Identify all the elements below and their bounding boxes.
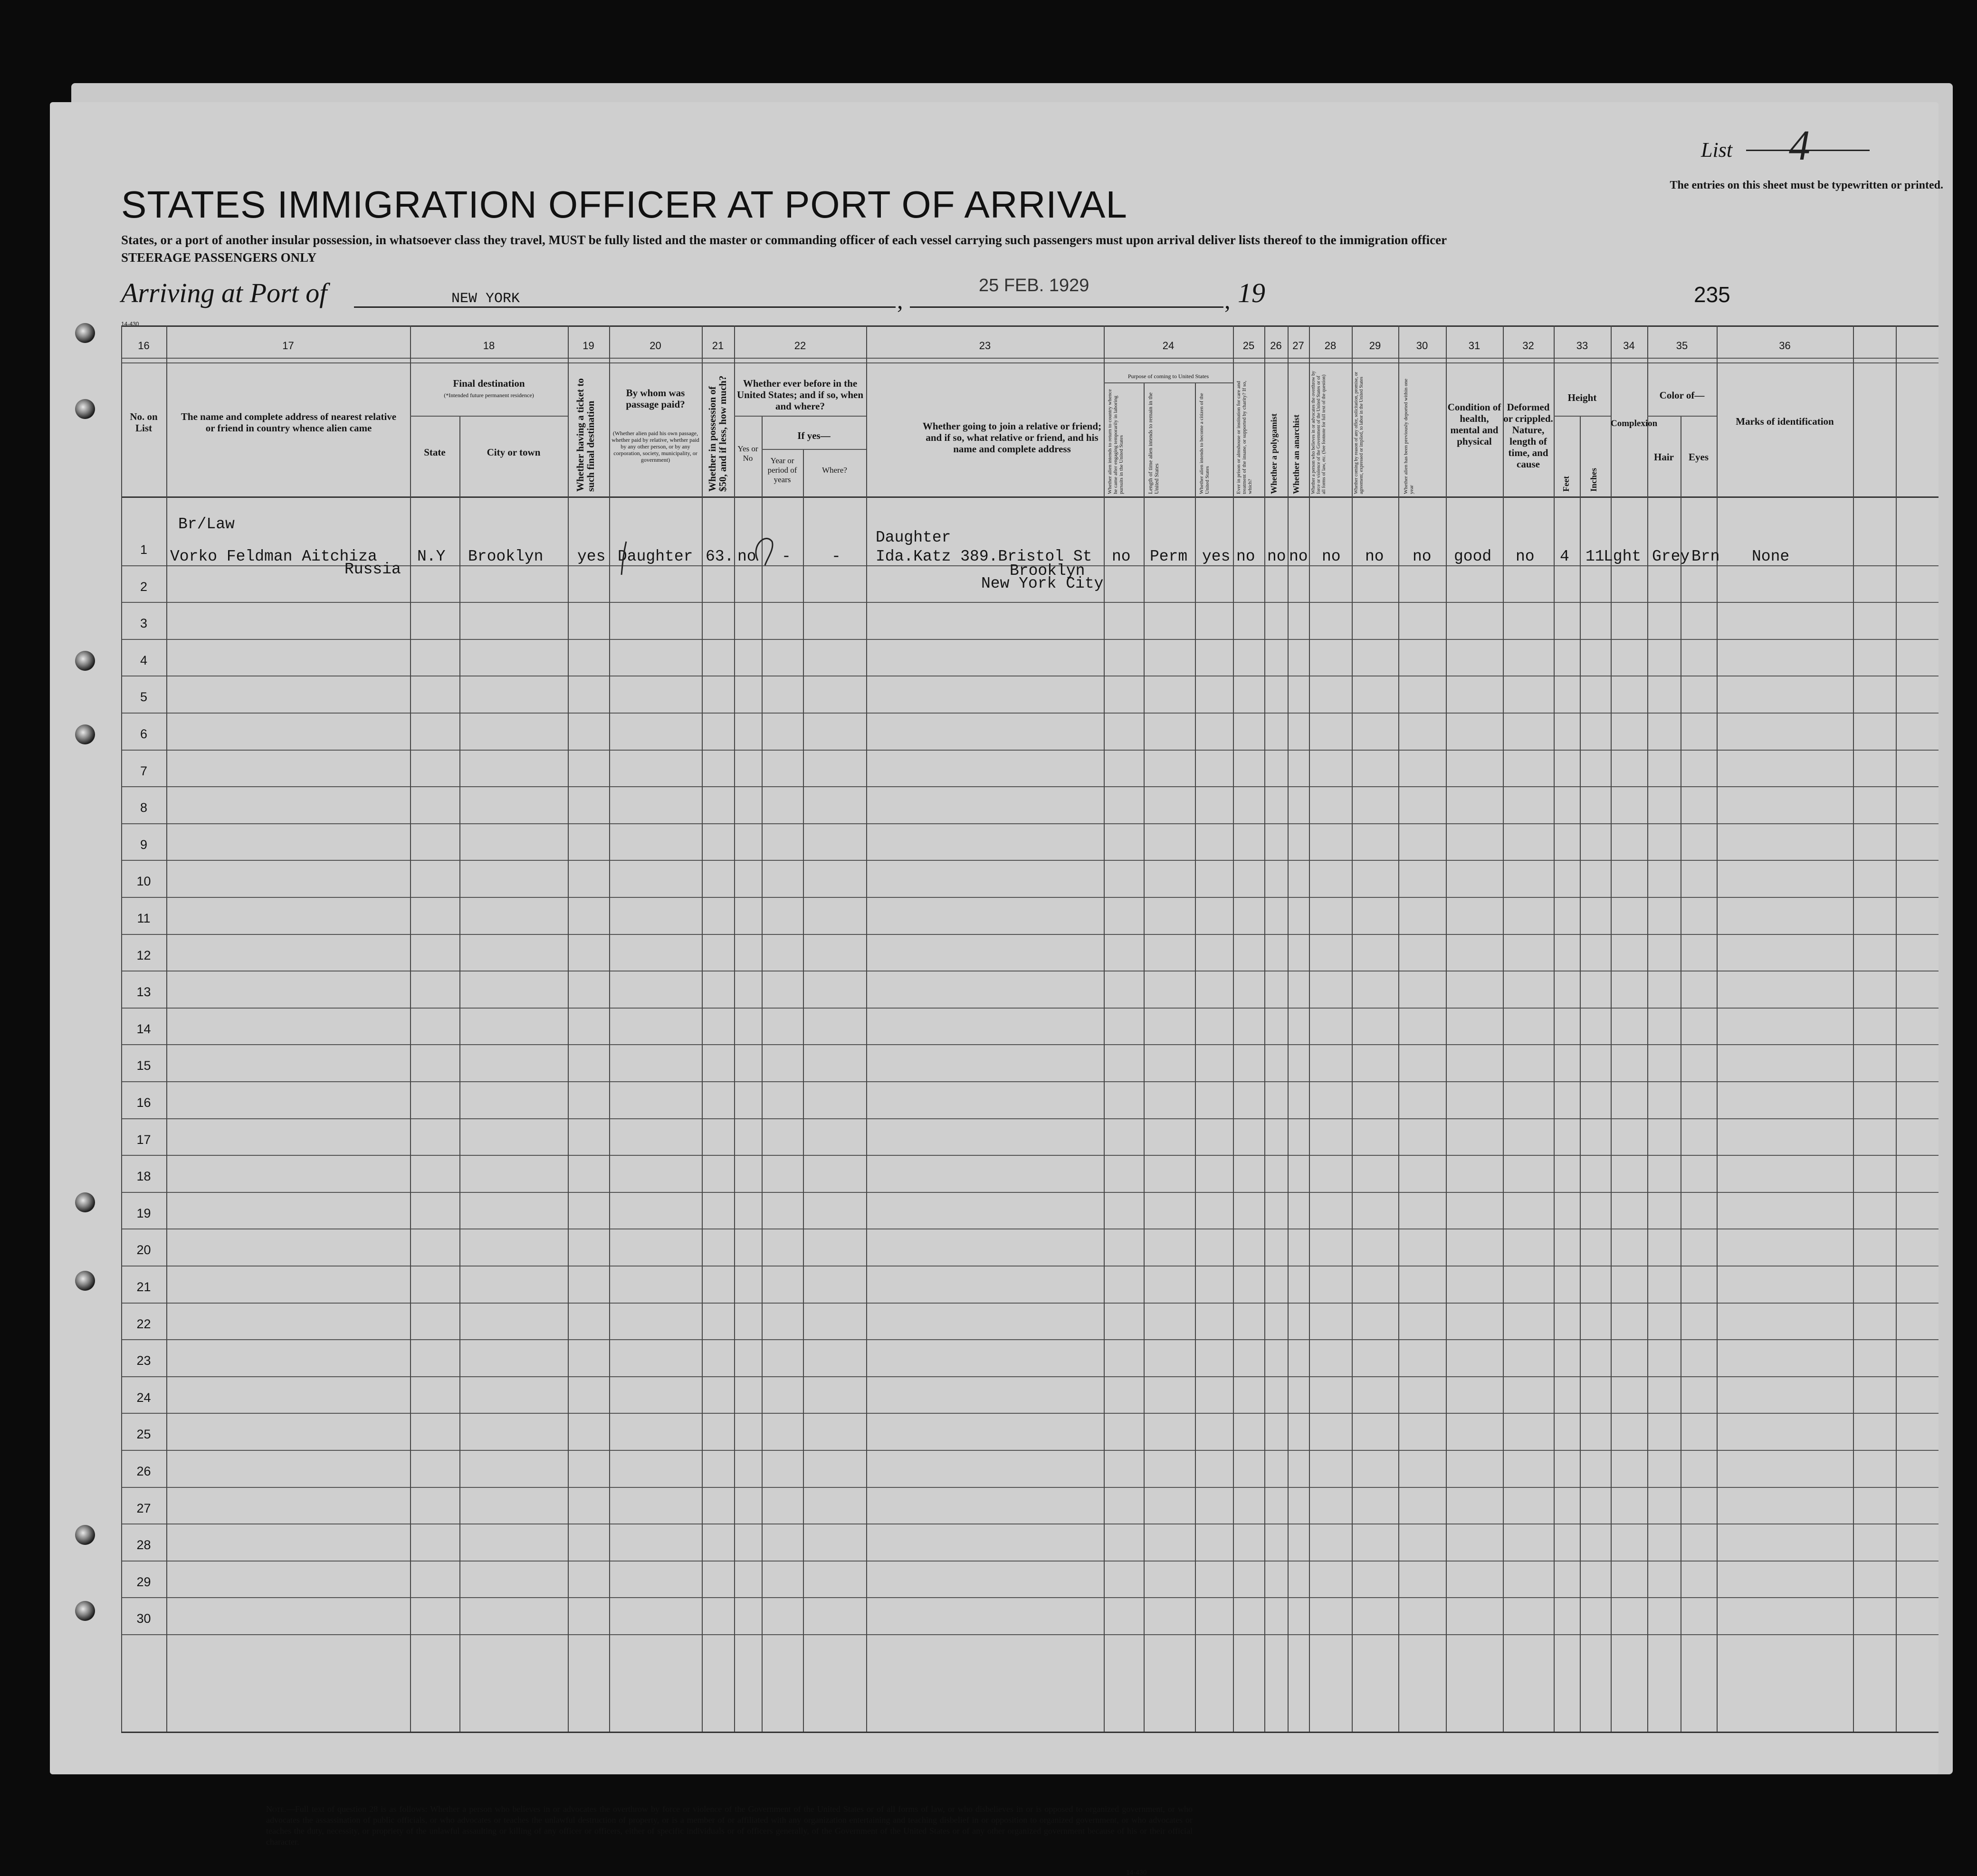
col-number: 29 — [1369, 340, 1381, 352]
number-row-rule — [121, 358, 1939, 359]
header-where: Where? — [822, 466, 847, 475]
entry-relation-note: Br/Law — [178, 515, 235, 533]
col-line — [1233, 325, 1234, 1732]
col-line — [609, 325, 610, 1732]
entry-join-relation: Daughter — [876, 529, 951, 546]
row-number: 4 — [140, 653, 148, 667]
row-number: 28 — [136, 1538, 151, 1552]
col-number: 22 — [794, 340, 806, 352]
header-height: Height — [1567, 392, 1597, 403]
row-rule — [121, 1044, 1939, 1045]
row-number: 12 — [136, 948, 151, 962]
row-rule — [121, 823, 1939, 824]
table-bottom-rule — [121, 1732, 1939, 1733]
entry-ever-in-us: no — [737, 548, 756, 565]
row-rule — [121, 1081, 1939, 1082]
row-number: 15 — [136, 1058, 151, 1073]
row-rule — [121, 1487, 1939, 1488]
subhead-rule — [410, 416, 568, 417]
entry-city: Brooklyn — [468, 548, 544, 565]
header-deported: Whether alien has been previously deported within one year — [1403, 379, 1414, 494]
footnote-code: 14-430 — [1126, 1868, 1147, 1876]
page-number: 235 — [1694, 282, 1730, 307]
row-number: 25 — [136, 1427, 151, 1442]
col-line — [1144, 382, 1145, 1732]
row-number: 21 — [136, 1280, 151, 1294]
row-rule — [121, 1450, 1939, 1451]
list-label: List — [1701, 138, 1733, 162]
subhead-rule — [734, 416, 866, 417]
table-top-rule — [121, 325, 1939, 327]
row-number: 1 — [140, 543, 148, 557]
header-final-destination: Final destination — [453, 378, 525, 389]
row-number: 6 — [140, 727, 148, 741]
instructions-text: States, or a port of another insular possession, in whatsoever class they travel, MUST be fully listed and the master or commanding officer of each vessel carrying such passengers must upon arrival deliver lists thereof to the immigration officer — [121, 233, 1447, 247]
header-yes-no: Yes or No — [737, 444, 758, 463]
entry-year: - — [782, 548, 791, 565]
col-number: 34 — [1623, 340, 1635, 352]
binder-hole — [75, 323, 95, 343]
col-line — [803, 449, 804, 1732]
header-citizen-intent: Whether alien intends to become a citizen of the United States — [1199, 393, 1210, 494]
col-line — [1104, 325, 1105, 1732]
col-line — [1264, 325, 1265, 1732]
header-feet: Feet — [1561, 476, 1571, 492]
header-return-intent: Whether alien intends to return to country whence he came after engaging temporarily in laboring pursuits in the United States — [1107, 389, 1124, 494]
entry-q29: no — [1365, 548, 1384, 565]
entry-passage-paid: Daughter — [618, 548, 693, 565]
col-line — [734, 325, 735, 1732]
subhead-rule — [1554, 416, 1611, 417]
header-polygamist: Whether a polygamist — [1269, 413, 1279, 494]
entry-state: N.Y — [417, 548, 446, 565]
row-rule — [121, 602, 1939, 603]
row-rule — [121, 934, 1939, 935]
manifest-sheet — [50, 102, 1943, 1876]
col-line — [762, 416, 763, 1732]
col-line — [1352, 325, 1353, 1732]
row-number: 29 — [136, 1574, 151, 1589]
row-rule — [121, 1118, 1939, 1119]
row-rule — [121, 1228, 1939, 1229]
col-line — [1288, 325, 1289, 1732]
row-rule — [121, 1597, 1939, 1598]
header-purpose: Purpose of coming to United States — [1127, 373, 1209, 380]
row-rule — [121, 1634, 1939, 1635]
entry-inches: 11 — [1585, 548, 1605, 565]
entry-join-city: Brooklyn — [1010, 562, 1085, 580]
row-rule — [121, 1376, 1939, 1377]
col-number: 24 — [1162, 340, 1175, 352]
col-number: 32 — [1522, 340, 1534, 352]
col-line — [410, 325, 411, 1732]
entry-citizen-intent: yes — [1202, 548, 1231, 565]
header-prison: Ever in prison or almshouse or institution for care and treatment of the insane, or supported by charity? If so, which? — [1236, 381, 1253, 494]
col-line — [1309, 325, 1310, 1732]
footnote — [266, 1804, 1193, 1847]
col-line — [1195, 382, 1196, 1732]
entry-feet: 4 — [1560, 548, 1569, 565]
header-final-destination-note: (*Intended future permanent residence) — [444, 392, 534, 399]
col-number: 20 — [649, 340, 661, 352]
col-number: 28 — [1324, 340, 1337, 352]
row-rule — [121, 897, 1939, 898]
list-number: 4 — [1789, 122, 1810, 169]
entry-return-intent: no — [1112, 548, 1131, 565]
col-line — [459, 416, 460, 1732]
col-number: 19 — [583, 340, 594, 352]
row-rule — [121, 1339, 1939, 1340]
entry-length-of-stay: Perm — [1150, 548, 1188, 565]
form-code: 14-430 — [121, 321, 139, 327]
col-number: 36 — [1779, 340, 1791, 352]
row-number: 22 — [136, 1316, 151, 1331]
col-line — [1554, 325, 1555, 1732]
row-number: 16 — [136, 1095, 151, 1110]
row-number: 14 — [136, 1021, 151, 1036]
col-line — [1853, 325, 1854, 1732]
col-number: 26 — [1270, 340, 1282, 352]
row-number: 26 — [136, 1464, 151, 1478]
subhead-rule — [1647, 416, 1717, 417]
entry-ticket: yes — [577, 548, 606, 565]
page-title: STATES IMMIGRATION OFFICER AT PORT OF ARRIVAL — [121, 183, 1127, 226]
subhead-rule — [1104, 382, 1233, 383]
col-number: 17 — [282, 340, 294, 352]
row-rule — [121, 860, 1939, 861]
entry-polygamist: no — [1267, 548, 1286, 565]
row-number: 30 — [136, 1611, 151, 1626]
header-passage-note: (Whether alien paid his own passage, whether paid by relative, whether paid by any other person, or by any corporation, society, municipality, or government) — [611, 430, 699, 463]
col-line — [1647, 325, 1648, 1732]
entry-prison: no — [1236, 548, 1255, 565]
col-line — [1896, 325, 1897, 1732]
col-line — [166, 325, 167, 1732]
header-ever-before: Whether ever before in the United States; and if so, when and where? — [736, 378, 864, 412]
binder-hole — [75, 1192, 95, 1212]
date-line — [910, 306, 1223, 308]
binder-hole — [75, 724, 95, 744]
entry-complexion: Lght — [1604, 548, 1642, 565]
header-complexion: Complexion — [1611, 419, 1658, 429]
row-number: 17 — [136, 1132, 151, 1147]
row-number: 13 — [136, 985, 151, 1000]
date-stamp: 25 FEB. 1929 — [979, 276, 1089, 295]
entry-anarchist: no — [1289, 548, 1308, 565]
row-rule — [121, 1413, 1939, 1414]
entry-relative-name: Vorko Feldman Aitchiza — [170, 548, 377, 565]
row-number: 2 — [140, 579, 148, 594]
row-rule — [121, 713, 1939, 714]
col-line — [1611, 325, 1612, 1732]
col-line — [568, 325, 569, 1732]
col-number: 31 — [1468, 340, 1480, 352]
row-number: 7 — [140, 763, 148, 778]
row-number: 3 — [140, 616, 148, 631]
money-circle-mark — [753, 532, 777, 570]
header-city: City or town — [487, 447, 541, 458]
header-passage-paid: By whom was passage paid? — [626, 387, 685, 410]
col-number: 18 — [483, 340, 495, 352]
passenger-class: STEERAGE PASSENGERS ONLY — [121, 250, 317, 265]
header-q29: Whether coming by reason of any offer, solicitation, promise, or agreement, expressed or implied, to labor in the United States — [1354, 371, 1364, 494]
entries-note: The entries on this sheet must be typewritten or printed. — [1670, 179, 1943, 191]
header-health: Condition of health, mental and physical — [1447, 401, 1501, 447]
row-rule — [121, 639, 1939, 640]
col-number: 27 — [1292, 340, 1304, 352]
row-number: 27 — [136, 1501, 151, 1515]
header-nearest-relative: The name and complete address of nearest relative or friend in country whence alien came — [181, 411, 397, 434]
comma-2: , — [1224, 287, 1231, 314]
row-number: 23 — [136, 1353, 151, 1368]
check-mark-19 — [618, 539, 632, 577]
header-money: Whether in possession of $50, and if less, how much? — [707, 375, 728, 492]
entry-join-address: Ida.Katz 389.Bristol St — [876, 548, 1092, 565]
col-line — [1580, 416, 1581, 1732]
col-number: 33 — [1576, 340, 1588, 352]
col-number: 21 — [712, 340, 724, 352]
comma-1: , — [897, 287, 903, 314]
row-rule — [121, 1008, 1939, 1009]
col-number: 35 — [1676, 340, 1688, 352]
subhead-rule — [762, 449, 866, 450]
entry-marks: None — [1752, 548, 1790, 565]
header-state: State — [424, 447, 446, 458]
binder-hole — [75, 1525, 95, 1545]
col-line — [1398, 325, 1399, 1732]
entry-money: 63. — [706, 548, 734, 565]
header-length-of-stay: Length of time alien intends to remain in the United States — [1147, 392, 1160, 494]
row-number: 5 — [140, 690, 148, 705]
header-marks: Marks of identification — [1736, 416, 1834, 427]
header-color-of: Color of— — [1659, 390, 1705, 401]
row-rule — [121, 750, 1939, 751]
row-rule — [121, 1266, 1939, 1267]
header-anarchist: Whether an anarchist — [1291, 414, 1301, 494]
year-prefix: 19 — [1238, 277, 1265, 308]
row-rule — [121, 1561, 1939, 1562]
row-rule — [121, 1192, 1939, 1193]
header-eyes: Eyes — [1689, 451, 1709, 463]
col-number: 16 — [138, 340, 150, 352]
row-number: 11 — [137, 911, 151, 925]
header-deformed: Deformed or crippled. Nature, length of time, and cause — [1503, 401, 1553, 470]
header-no-on-list: No. on List — [130, 411, 158, 434]
header-inches: Inches — [1589, 467, 1598, 492]
header-q28: Whether a person who believes in or advocates the overthrow by force or violence of the Government of the United States or of all forms of law, etc. (See footnote for full text of the question) — [1311, 371, 1327, 494]
entry-q28: no — [1322, 548, 1341, 565]
col-line — [1503, 325, 1504, 1732]
col-number: 25 — [1242, 340, 1255, 352]
number-row-rule-2 — [121, 362, 1939, 363]
row-number: 19 — [136, 1206, 151, 1220]
header-bottom-rule — [121, 496, 1939, 498]
footnote-text: —Full text of question 28 is as follows: Whether a person who believes in or advocates the overthrow by force or violence of the Government of the United States or of all forms of law, or who disbelieves in or is opposed to organized government, or who advocates the assassination of public officials, or who advocates or teaches the unlawful destruction of property, or is a member of or affiliated with any organization entertaining and teaching disbelief in or opposition to organized government, or who advocates or teaches the duty, necessity, or propriety of the unlawful assaulting or killing of any officer or officers, either of specific individuals or of officers generally, of the Government of the United States or of any other organized government because of his or their official character. — [266, 1804, 1193, 1847]
header-join-relative: Whether going to join a relative or friend; and if so, what relative or friend, and his name and complete address — [922, 420, 1102, 455]
col-line — [866, 325, 867, 1732]
row-number: 20 — [136, 1243, 151, 1257]
binder-hole — [75, 1601, 95, 1621]
col-number: 30 — [1416, 340, 1428, 352]
entry-deported: no — [1413, 548, 1432, 565]
row-rule — [121, 1303, 1939, 1304]
entry-relative-country: Russia — [344, 561, 401, 578]
col-line — [702, 325, 703, 1732]
entry-eyes: Brn — [1691, 548, 1720, 565]
entry-where: - — [831, 548, 841, 565]
footnote-label: Note. — [266, 1804, 287, 1814]
entry-health: good — [1454, 548, 1492, 565]
row-number: 9 — [140, 837, 148, 852]
header-ticket: Whether having a ticket to such final destination — [574, 378, 596, 492]
binder-hole — [75, 399, 95, 419]
row-number: 24 — [136, 1390, 151, 1405]
arriving-label: Arriving at Port of — [121, 277, 327, 308]
binder-hole — [75, 1271, 95, 1291]
col-number: 23 — [979, 340, 991, 352]
binder-hole — [75, 651, 95, 671]
row-rule — [121, 1155, 1939, 1156]
port-value: NEW YORK — [451, 291, 520, 307]
row-number: 18 — [136, 1169, 151, 1184]
header-hair: Hair — [1654, 451, 1674, 463]
row-number: 10 — [136, 874, 151, 889]
col-line — [1717, 325, 1718, 1732]
entry-deformed: no — [1516, 548, 1535, 565]
header-year: Year or period of years — [767, 456, 797, 484]
header-if-yes: If yes— — [797, 430, 831, 441]
port-line — [354, 306, 896, 308]
row-rule — [121, 786, 1939, 787]
row-number: 8 — [140, 800, 148, 815]
col-line — [1446, 325, 1447, 1732]
entry-join-city2: New York City — [981, 575, 1104, 592]
entry-hair: Grey — [1652, 548, 1690, 565]
